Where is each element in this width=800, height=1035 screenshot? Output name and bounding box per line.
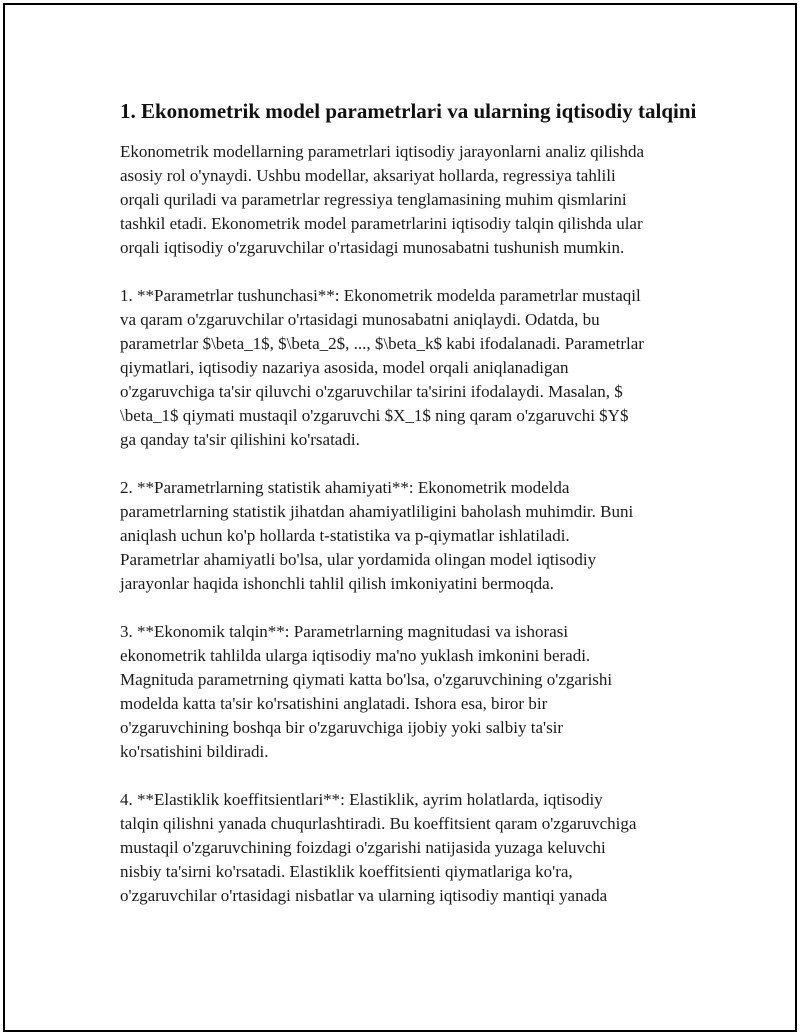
intro-paragraph: Ekonometrik modellarning parametrlari iqtisodiy jarayonlarni analiz qilishda asosiy rol o'ynaydi. Ushbu modellar, aksariyat hollarda, regressiya tahlili orqali quriladi va parametrlar regressiya tenglamasining muhim qismlarini tashkil etadi. Ekonometrik model parametrlarini iqtisodiy talqin qilishda ular orqali iqtisodiy o'zgaruvchilar o'rtasidagi munosabatni tushunish mumkin. [120, 142, 645, 257]
paragraph-elasticity: 4. **Elastiklik koeffitsientlari**: Elastiklik, ayrim holatlarda, iqtisodiy talqin qilishni yanada chuqurlashtiradi. Bu koeffitsient qaram o'zgaruvchiga mustaqil o'zgaruvchining foizdagi o'zgarishi natijasida yuzaga keluvchi nisbiy ta'sirni ko'rsatadi. Elastiklik koeffitsienti qiymatlariga ko'ra, o'zgaruvchilar o'rtasidagi nisbatlar va ularning iqtisodiy mantiqi yanada [120, 790, 637, 905]
paragraph-parameters-concept: 1. **Parametrlar tushunchasi**: Ekonometrik modelda parametrlar mustaqil va qaram o'zgaruvchilar o'rtasidagi munosabatni aniqlaydi. Odatda, bu parametrlar $\beta_1$, $\beta_2$, ..., $\beta_k$ kabi ifodalanadi. Parametrlar qiymatlari, iqtisodiy nazariya asosida, model orqali aniqlanadigan o'zgaruvchiga ta'sir qiluvchi o'zgaruvchilar ta'sirini ifodalaydi. Masalan, $ \beta_1$ qiymati mustaqil o'zgaruvchi $X_1$ ning qaram o'zgaruvchi $Y$ ga qanday ta'sir qilishini ko'rsatadi. [120, 286, 644, 449]
document-page [3, 3, 797, 1032]
paragraph-economic-interpretation: 3. **Ekonomik talqin**: Parametrlarning magnitudasi va ishorasi ekonometrik tahlilda ularga iqtisodiy ma'no yuklash imkonini beradi. Magnituda parametrning qiymati katta bo'lsa, o'zgaruvchining o'zgarishi modelda katta ta'sir ko'rsatishini anglatadi. Ishora esa, biror bir o'zgaruvchining boshqa bir o'zgaruvchiga ijobiy yoki salbiy ta'sir ko'rsatishini bildiradi. [120, 622, 613, 761]
paragraph-statistical-significance: 2. **Parametrlarning statistik ahamiyati**: Ekonometrik modelda parametrlarning statistik jihatdan ahamiyatliligini baholash muhimdir. Buni aniqlash uchun ko'p hollarda t-statistika va p-qiymatlar ishlatiladi. Parametrlar ahamiyatli bo'lsa, ular yordamida olingan model iqtisodiy jarayonlar haqida ishonchli tahlil qilish imkoniyatini bermoqda. [120, 478, 634, 593]
section-heading: 1. Ekonometrik model parametrlari va ularning iqtisodiy talqini [120, 99, 697, 123]
document-content [120, 97, 700, 932]
